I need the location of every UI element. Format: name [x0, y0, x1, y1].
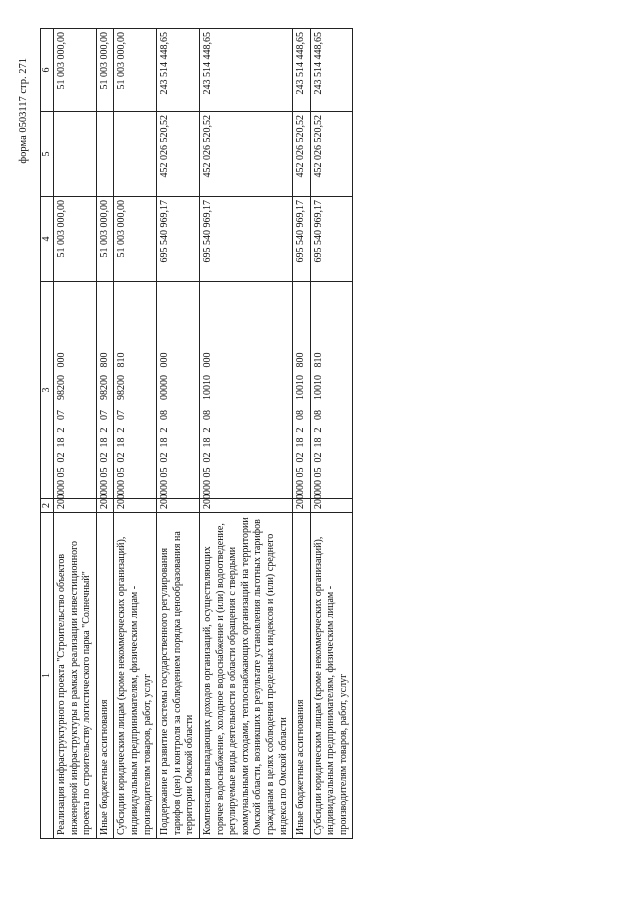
row-executed [96, 112, 114, 197]
table-row [114, 29, 157, 839]
row-unexecuted: 51 003 000,00 [54, 29, 97, 112]
row-budget-code: 000 05 02 18 2 08 10010 810 [310, 282, 353, 499]
row-executed: 452 026 520,52 [199, 112, 292, 197]
row-unexecuted: 51 003 000,00 [96, 29, 114, 112]
row-budget-code: 000 05 02 18 2 08 10010 000 [199, 282, 292, 499]
form-label: форма 0503117 стр. 271 [18, 58, 29, 164]
row-unexecuted: 51 003 000,00 [114, 29, 157, 112]
table-row [310, 29, 353, 839]
row-line-code: 200 [96, 499, 114, 513]
row-approved: 51 003 000,00 [114, 197, 157, 282]
row-line-code: 200 [199, 499, 292, 513]
table-row [293, 29, 311, 839]
column-header-1: 1 [41, 513, 54, 839]
row-name: Субсидии юридическим лицам (кроме некоммерческих организаций), индивидуальным предпринимателям, физическим лицам - производителям товаров, работ, услуг [310, 513, 353, 839]
row-executed: 452 026 520,52 [310, 112, 353, 197]
row-line-code: 200 [293, 499, 311, 513]
column-header-5: 5 [41, 112, 54, 197]
table-row [54, 29, 97, 839]
row-name: Иные бюджетные ассигнования [293, 513, 311, 839]
table-row [96, 29, 114, 839]
row-executed [54, 112, 97, 197]
budget-execution-table [40, 28, 353, 839]
column-header-4: 4 [41, 197, 54, 282]
table-row [157, 29, 200, 839]
column-header-2: 2 [41, 499, 54, 513]
row-approved: 51 003 000,00 [54, 197, 97, 282]
row-name: Субсидии юридическим лицам (кроме некоммерческих организаций), индивидуальным предпринимателям, физическим лицам - производителям товаров, работ, услуг [114, 513, 157, 839]
row-approved: 695 540 969,17 [199, 197, 292, 282]
row-executed: 452 026 520,52 [293, 112, 311, 197]
row-unexecuted: 243 514 448,65 [157, 29, 200, 112]
row-name: Реализация инфраструктурного проекта "Строительство объектов инженерной инфраструктуры в рамках реализации инвестиционного проекта по строительству логистического парка "Солнечный" [54, 513, 97, 839]
row-line-code: 200 [114, 499, 157, 513]
row-line-code: 200 [54, 499, 97, 513]
row-unexecuted: 243 514 448,65 [199, 29, 292, 112]
row-budget-code: 000 05 02 18 2 07 98200 810 [114, 282, 157, 499]
row-name: Поддержание и развитие системы государственного регулирования тарифов (цен) и контроля за соблюдением порядка ценообразования на территории Омской области [157, 513, 200, 839]
row-approved: 695 540 969,17 [293, 197, 311, 282]
row-executed: 452 026 520,52 [157, 112, 200, 197]
table-row [199, 29, 292, 839]
row-name: Иные бюджетные ассигнования [96, 513, 114, 839]
row-unexecuted: 243 514 448,65 [293, 29, 311, 112]
row-approved: 695 540 969,17 [157, 197, 200, 282]
row-executed [114, 112, 157, 197]
row-approved: 51 003 000,00 [96, 197, 114, 282]
row-unexecuted: 243 514 448,65 [310, 29, 353, 112]
column-header-6: 6 [41, 29, 54, 112]
row-line-code: 200 [310, 499, 353, 513]
row-budget-code: 000 05 02 18 2 07 98200 000 [54, 282, 97, 499]
row-budget-code: 000 05 02 18 2 08 10010 800 [293, 282, 311, 499]
row-approved: 695 540 969,17 [310, 197, 353, 282]
column-header-3: 3 [41, 282, 54, 499]
column-number-row [41, 29, 54, 839]
row-line-code: 200 [157, 499, 200, 513]
row-budget-code: 000 05 02 18 2 08 00000 000 [157, 282, 200, 499]
row-budget-code: 000 05 02 18 2 07 98200 800 [96, 282, 114, 499]
row-name: Компенсация выпадающих доходов организаций, осуществляющих горячее водоснабжение, холодное водоснабжение и (или) водоотведение, регулируемые виды деятельности в области обращения с твердыми коммунальными отходами, теплоснабжающих организаций на территории Омской области, возникших в результате установления льготных тарифов гражданам в целях соблюдения предельных индексов и (или) среднего индекса по Омской области [199, 513, 292, 839]
